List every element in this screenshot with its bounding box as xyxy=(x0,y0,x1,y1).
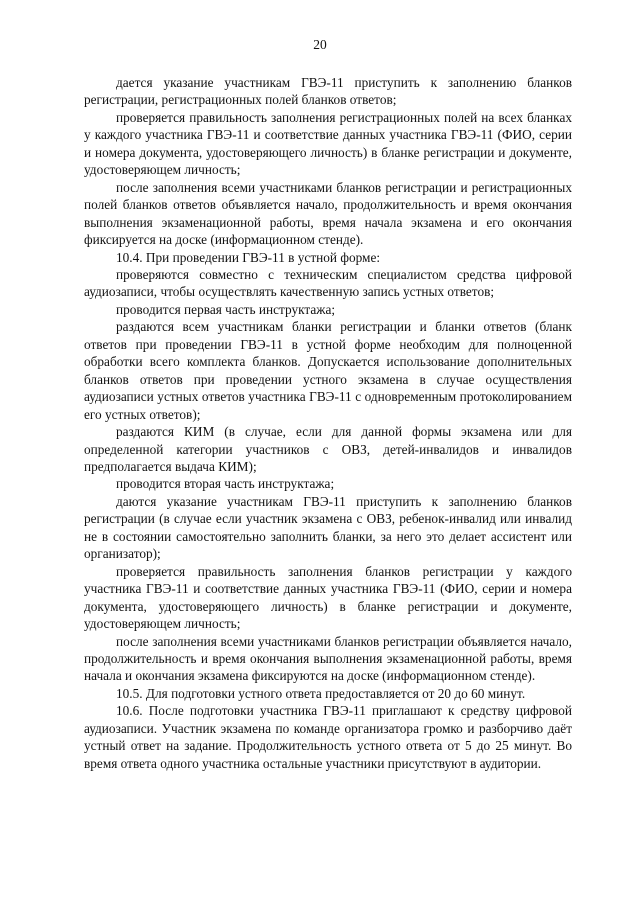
page-number: 20 xyxy=(313,37,327,52)
paragraph: проводится первая часть инструктажа; xyxy=(116,301,336,317)
section-10-6: 10.6. После подготовки участника ГВЭ-11 приглашают к средству цифровой аудиозаписи. Участник экзамена по команде организатора громко и разборчиво даёт устный ответ на задание. Продолжительность устного ответа от 5 до 25 минут. Во время ответа одного участника остальные участники присутствуют в аудитории. xyxy=(84,703,572,771)
paragraph: проводится вторая часть инструктажа; xyxy=(116,476,335,492)
paragraph: дается указание участникам ГВЭ-11 приступить к заполнению бланков регистрации, регистрационных полей бланков ответов; xyxy=(84,75,572,108)
paragraph: после заполнения всеми участниками бланков регистрации и регистрационных полей бланков ответов объявляется начало, продолжительность и время окончания выполнения экзаменационной работы, время начала экзамена и его окончания фиксируется на доске (информационном стенде). xyxy=(84,179,572,248)
paragraph: раздаются всем участникам бланки регистрации и бланки ответов (бланк ответов при проведении ГВЭ-11 в устной форме необходим для полноценной обработки всего комплекта бланков. Допускается использование дополнительных бланков ответов при проведении устного экзамена в случае осуществления аудиозаписи устных ответов участника ГВЭ-11 с одновременным протоколированием его устных ответов); xyxy=(84,319,572,422)
paragraph: раздаются КИМ (в случае, если для данной формы экзамена или для определенной категории участников с ОВЗ, детей-инвалидов и инвалидов предполагается выдача КИМ); xyxy=(84,424,572,474)
paragraph: проверяется правильность заполнения регистрационных полей на всех бланках у каждого участника ГВЭ-11 и соответствие данных участника ГВЭ-11 (ФИО, серии и номера документа, удостоверяющего личность) в бланке регистрации и документе, удостоверяющем личность; xyxy=(84,109,572,178)
paragraph: после заполнения всеми участниками бланков регистрации объявляется начало, продолжительность и время окончания выполнения экзаменационной работы, время начала и окончания экзамена фиксируются на доске (информационном стенде). xyxy=(84,633,572,684)
paragraph: проверяются совместно с техническим специалистом средства цифровой аудиозаписи, чтобы осуществлять качественную запись устных ответов; xyxy=(84,266,572,300)
paragraph: проверяется правильность заполнения бланков регистрации у каждого участника ГВЭ-11 и соответствие данных участника ГВЭ-11 (ФИО, серии и номера документа, удостоверяющего личность) в бланке регистрации и документе, удостоверяющем личность; xyxy=(84,563,572,632)
body-text xyxy=(84,74,572,772)
paragraph: даются указание участникам ГВЭ-11 приступить к заполнению бланков регистрации (в случае если участник экзамена с ОВЗ, ребенок-инвалид или инвалид не в состоянии самостоятельно заполнить бланки, за него это делает ассистент или организатор); xyxy=(84,493,572,562)
section-heading-10-4: 10.4. При проведении ГВЭ-11 в устной форме: xyxy=(116,249,381,265)
section-10-5: 10.5. Для подготовки устного ответа предоставляется от 20 до 60 минут. xyxy=(116,685,526,701)
